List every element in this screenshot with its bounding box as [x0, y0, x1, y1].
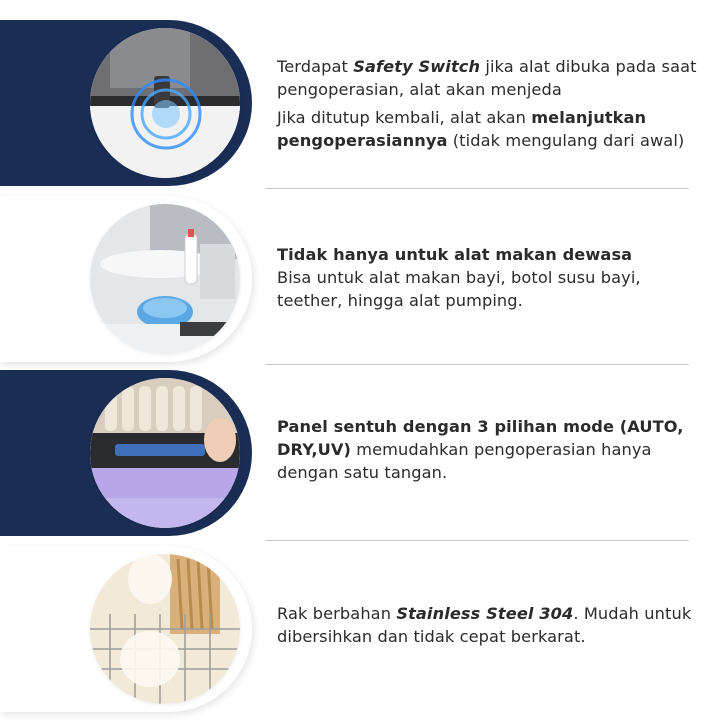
divider [265, 188, 689, 189]
text-run: . Mudah untuk dibersihkan dan tidak cepat berkarat. [277, 604, 692, 646]
text-run: Terdapat [277, 57, 354, 76]
feature-text-stainless-rack [277, 602, 697, 648]
baby-items-paragraph [277, 243, 697, 312]
stainless-rack-paragraph [277, 602, 697, 648]
divider [265, 364, 689, 365]
baby-items-heading: Tidak hanya untuk alat makan dewasa [277, 245, 633, 264]
text-run: (tidak mengulang dari awal) [447, 131, 685, 150]
feature-text-baby-items [277, 243, 697, 312]
safety-switch-term: Safety Switch [353, 57, 481, 76]
text-run: memudahkan pengoperasian hanya dengan satu tangan. [277, 440, 652, 482]
text-run: Rak berbahan [277, 604, 397, 623]
stainless-steel-term: Stainless Steel 304 [396, 604, 574, 623]
touch-panel-photo [90, 378, 240, 528]
resume-term: melanjutkan pengoperasiannya [277, 108, 647, 150]
touch-panel-heading: Panel sentuh dengan 3 pilihan mode (AUTO, DRY,UV) [277, 417, 684, 459]
feature-text-safety-switch [277, 55, 697, 152]
divider [265, 540, 689, 541]
text-run: jika alat dibuka pada saat pengoperasian, alat akan menjeda [277, 57, 697, 99]
safety-switch-photo [90, 28, 240, 178]
stainless-rack-photo [90, 554, 240, 704]
baby-bottles-photo [90, 204, 240, 354]
text-run: Bisa untuk alat makan bayi, botol susu bayi, teether, hingga alat pumping. [277, 268, 641, 310]
resume-paragraph [277, 106, 697, 152]
touch-panel-paragraph [277, 415, 697, 484]
text-run: Jika ditutup kembali, alat akan [277, 108, 532, 127]
feature-text-touch-panel [277, 415, 697, 484]
safety-switch-paragraph [277, 55, 697, 101]
